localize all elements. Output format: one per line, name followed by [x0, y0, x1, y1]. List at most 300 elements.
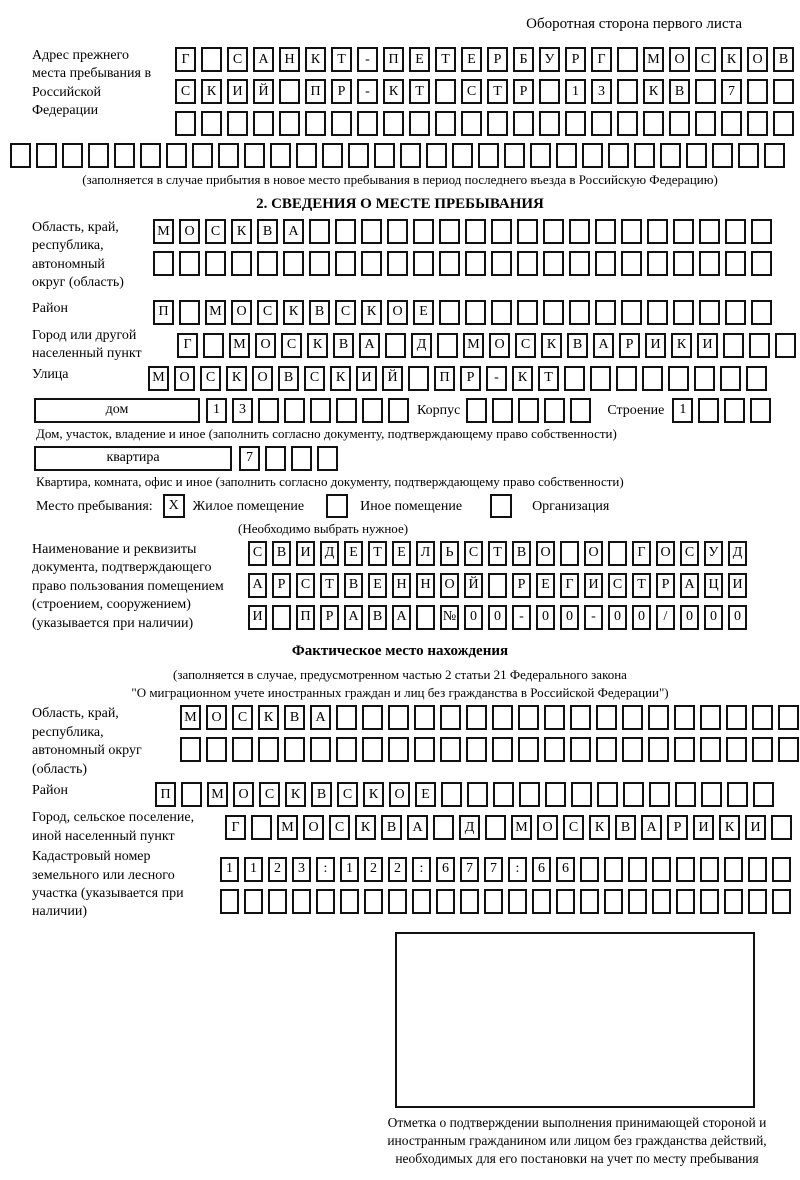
char-cell[interactable]: Р	[487, 47, 508, 72]
char-cell[interactable]: 2	[364, 857, 383, 882]
char-cell[interactable]: К	[355, 815, 376, 840]
char-cell[interactable]: Т	[487, 79, 508, 104]
char-cell[interactable]	[518, 737, 539, 762]
char-cell[interactable]	[265, 446, 286, 471]
char-cell[interactable]: С	[680, 541, 699, 566]
char-cell[interactable]	[701, 782, 722, 807]
char-cell[interactable]: 1	[672, 398, 693, 423]
char-cell[interactable]: :	[412, 857, 431, 882]
char-cell[interactable]	[724, 857, 743, 882]
char-cell[interactable]	[673, 219, 694, 244]
char-cell[interactable]	[752, 705, 773, 730]
char-cell[interactable]	[426, 143, 447, 168]
char-cell[interactable]: С	[200, 366, 221, 391]
char-cell[interactable]: П	[153, 300, 174, 325]
char-cell[interactable]	[309, 251, 330, 276]
char-cell[interactable]: С	[608, 573, 627, 598]
char-cell[interactable]	[764, 143, 785, 168]
char-cell[interactable]	[642, 366, 663, 391]
char-cell[interactable]: В	[669, 79, 690, 104]
char-cell[interactable]: А	[253, 47, 274, 72]
char-cell[interactable]	[488, 573, 507, 598]
char-cell[interactable]	[504, 143, 525, 168]
char-cell[interactable]: К	[258, 705, 279, 730]
char-cell[interactable]: 0	[680, 605, 699, 630]
char-cell[interactable]	[712, 143, 733, 168]
char-cell[interactable]	[616, 366, 637, 391]
char-cell[interactable]: 7	[484, 857, 503, 882]
char-cell[interactable]	[543, 219, 564, 244]
char-cell[interactable]: А	[359, 333, 380, 358]
char-cell[interactable]: Т	[538, 366, 559, 391]
char-cell[interactable]	[362, 705, 383, 730]
char-cell[interactable]: 1	[244, 857, 263, 882]
char-cell[interactable]	[361, 251, 382, 276]
char-cell[interactable]: С	[232, 705, 253, 730]
char-cell[interactable]: Т	[320, 573, 339, 598]
char-cell[interactable]: Т	[331, 47, 352, 72]
char-cell[interactable]: О	[174, 366, 195, 391]
char-cell[interactable]: Р	[460, 366, 481, 391]
char-cell[interactable]	[331, 111, 352, 136]
char-cell[interactable]	[335, 251, 356, 276]
char-cell[interactable]	[724, 889, 743, 914]
char-cell[interactable]: М	[205, 300, 226, 325]
char-cell[interactable]	[385, 333, 406, 358]
char-cell[interactable]: Е	[413, 300, 434, 325]
char-cell[interactable]: М	[643, 47, 664, 72]
char-cell[interactable]	[517, 300, 538, 325]
char-cell[interactable]	[201, 111, 222, 136]
char-cell[interactable]	[292, 889, 311, 914]
char-cell[interactable]	[674, 705, 695, 730]
char-cell[interactable]: Й	[382, 366, 403, 391]
char-cell[interactable]	[725, 219, 746, 244]
char-cell[interactable]	[175, 111, 196, 136]
char-cell[interactable]: №	[440, 605, 459, 630]
char-cell[interactable]: И	[356, 366, 377, 391]
char-cell[interactable]: В	[272, 541, 291, 566]
char-cell[interactable]	[595, 219, 616, 244]
char-cell[interactable]: Н	[279, 47, 300, 72]
char-cell[interactable]	[466, 737, 487, 762]
char-cell[interactable]: В	[284, 705, 305, 730]
char-cell[interactable]: О	[537, 815, 558, 840]
char-cell[interactable]	[517, 251, 538, 276]
char-cell[interactable]	[544, 398, 565, 423]
char-cell[interactable]	[519, 782, 540, 807]
char-cell[interactable]	[628, 889, 647, 914]
char-cell[interactable]: В	[333, 333, 354, 358]
char-cell[interactable]	[676, 889, 695, 914]
char-cell[interactable]: 1	[565, 79, 586, 104]
char-cell[interactable]	[436, 889, 455, 914]
char-cell[interactable]	[748, 889, 767, 914]
char-cell[interactable]: С	[259, 782, 280, 807]
char-cell[interactable]	[596, 705, 617, 730]
char-cell[interactable]	[570, 398, 591, 423]
char-cell[interactable]: И	[584, 573, 603, 598]
char-cell[interactable]: С	[205, 219, 226, 244]
char-cell[interactable]	[580, 857, 599, 882]
char-cell[interactable]	[580, 889, 599, 914]
char-cell[interactable]	[388, 398, 409, 423]
char-cell[interactable]	[279, 111, 300, 136]
char-cell[interactable]	[622, 705, 643, 730]
char-cell[interactable]	[617, 111, 638, 136]
char-cell[interactable]: Д	[728, 541, 747, 566]
char-cell[interactable]	[778, 737, 799, 762]
char-cell[interactable]: -	[584, 605, 603, 630]
char-cell[interactable]: 0	[632, 605, 651, 630]
char-cell[interactable]: М	[207, 782, 228, 807]
char-cell[interactable]	[772, 889, 791, 914]
char-cell[interactable]: С	[304, 366, 325, 391]
char-cell[interactable]	[362, 398, 383, 423]
char-cell[interactable]	[571, 782, 592, 807]
char-cell[interactable]: Н	[416, 573, 435, 598]
char-cell[interactable]	[508, 889, 527, 914]
checkbox-other-premises[interactable]	[326, 494, 348, 518]
char-cell[interactable]: С	[464, 541, 483, 566]
char-cell[interactable]	[738, 143, 759, 168]
char-cell[interactable]	[205, 251, 226, 276]
char-cell[interactable]	[258, 737, 279, 762]
char-cell[interactable]: П	[305, 79, 326, 104]
char-cell[interactable]: О	[303, 815, 324, 840]
char-cell[interactable]	[388, 737, 409, 762]
char-cell[interactable]: Д	[320, 541, 339, 566]
char-cell[interactable]	[570, 737, 591, 762]
char-cell[interactable]: Г	[175, 47, 196, 72]
char-cell[interactable]	[517, 219, 538, 244]
char-cell[interactable]	[461, 111, 482, 136]
char-cell[interactable]	[270, 143, 291, 168]
char-cell[interactable]: Р	[656, 573, 675, 598]
char-cell[interactable]: 0	[728, 605, 747, 630]
char-cell[interactable]	[676, 857, 695, 882]
char-cell[interactable]: И	[728, 573, 747, 598]
char-cell[interactable]	[582, 143, 603, 168]
char-cell[interactable]: -	[512, 605, 531, 630]
char-cell[interactable]	[565, 111, 586, 136]
char-cell[interactable]	[643, 111, 664, 136]
char-cell[interactable]	[374, 143, 395, 168]
char-cell[interactable]	[491, 219, 512, 244]
char-cell[interactable]	[491, 300, 512, 325]
char-cell[interactable]: 3	[591, 79, 612, 104]
char-cell[interactable]: Б	[513, 47, 534, 72]
char-cell[interactable]	[699, 219, 720, 244]
char-cell[interactable]: Р	[320, 605, 339, 630]
char-cell[interactable]	[608, 541, 627, 566]
char-cell[interactable]	[595, 300, 616, 325]
char-cell[interactable]	[492, 737, 513, 762]
char-cell[interactable]	[699, 251, 720, 276]
char-cell[interactable]	[673, 300, 694, 325]
char-cell[interactable]: -	[486, 366, 507, 391]
char-cell[interactable]	[257, 251, 278, 276]
char-cell[interactable]: О	[536, 541, 555, 566]
char-cell[interactable]	[532, 889, 551, 914]
char-cell[interactable]: Т	[368, 541, 387, 566]
char-cell[interactable]: 1	[206, 398, 227, 423]
char-cell[interactable]	[752, 737, 773, 762]
char-cell[interactable]	[466, 705, 487, 730]
char-cell[interactable]	[491, 251, 512, 276]
char-cell[interactable]	[440, 705, 461, 730]
char-cell[interactable]: О	[389, 782, 410, 807]
char-cell[interactable]	[206, 737, 227, 762]
char-cell[interactable]: 6	[556, 857, 575, 882]
char-cell[interactable]: С	[257, 300, 278, 325]
char-cell[interactable]: А	[680, 573, 699, 598]
char-cell[interactable]: Л	[416, 541, 435, 566]
char-cell[interactable]: М	[148, 366, 169, 391]
char-cell[interactable]: К	[643, 79, 664, 104]
char-cell[interactable]	[749, 333, 770, 358]
char-cell[interactable]	[251, 815, 272, 840]
char-cell[interactable]	[357, 111, 378, 136]
char-cell[interactable]: 0	[608, 605, 627, 630]
char-cell[interactable]: -	[357, 47, 378, 72]
char-cell[interactable]: Р	[512, 573, 531, 598]
char-cell[interactable]	[413, 251, 434, 276]
char-cell[interactable]	[628, 857, 647, 882]
char-cell[interactable]	[725, 251, 746, 276]
char-cell[interactable]	[244, 143, 265, 168]
char-cell[interactable]	[284, 737, 305, 762]
char-cell[interactable]	[218, 143, 239, 168]
char-cell[interactable]: К	[201, 79, 222, 104]
char-cell[interactable]	[340, 889, 359, 914]
char-cell[interactable]	[560, 541, 579, 566]
char-cell[interactable]	[778, 705, 799, 730]
char-cell[interactable]: О	[206, 705, 227, 730]
char-cell[interactable]	[492, 705, 513, 730]
char-cell[interactable]	[608, 143, 629, 168]
char-cell[interactable]	[695, 111, 716, 136]
char-cell[interactable]	[387, 251, 408, 276]
char-cell[interactable]	[751, 300, 772, 325]
char-cell[interactable]: А	[344, 605, 363, 630]
char-cell[interactable]: О	[747, 47, 768, 72]
char-cell[interactable]	[336, 398, 357, 423]
char-cell[interactable]	[414, 737, 435, 762]
char-cell[interactable]	[700, 705, 721, 730]
char-cell[interactable]	[439, 251, 460, 276]
char-cell[interactable]: А	[593, 333, 614, 358]
char-cell[interactable]: Д	[411, 333, 432, 358]
char-cell[interactable]: М	[277, 815, 298, 840]
char-cell[interactable]	[660, 143, 681, 168]
char-cell[interactable]	[439, 300, 460, 325]
char-cell[interactable]	[518, 398, 539, 423]
char-cell[interactable]: А	[283, 219, 304, 244]
char-cell[interactable]	[748, 857, 767, 882]
char-cell[interactable]	[720, 366, 741, 391]
char-cell[interactable]	[647, 219, 668, 244]
char-cell[interactable]: К	[231, 219, 252, 244]
char-cell[interactable]	[569, 251, 590, 276]
char-cell[interactable]	[435, 111, 456, 136]
char-cell[interactable]: М	[180, 705, 201, 730]
char-cell[interactable]	[621, 300, 642, 325]
char-cell[interactable]	[467, 782, 488, 807]
char-cell[interactable]	[621, 219, 642, 244]
char-cell[interactable]	[383, 111, 404, 136]
char-cell[interactable]: И	[745, 815, 766, 840]
char-cell[interactable]	[513, 111, 534, 136]
char-cell[interactable]	[336, 737, 357, 762]
char-cell[interactable]	[647, 251, 668, 276]
char-cell[interactable]: М	[229, 333, 250, 358]
char-cell[interactable]	[414, 705, 435, 730]
char-cell[interactable]	[753, 782, 774, 807]
char-cell[interactable]: 7	[721, 79, 742, 104]
char-cell[interactable]	[460, 889, 479, 914]
char-cell[interactable]: 6	[532, 857, 551, 882]
char-cell[interactable]	[775, 333, 796, 358]
char-cell[interactable]: О	[255, 333, 276, 358]
char-cell[interactable]: К	[719, 815, 740, 840]
char-cell[interactable]	[698, 398, 719, 423]
char-cell[interactable]	[10, 143, 31, 168]
char-cell[interactable]	[723, 333, 744, 358]
char-cell[interactable]	[88, 143, 109, 168]
char-cell[interactable]	[634, 143, 655, 168]
char-cell[interactable]	[465, 300, 486, 325]
char-cell[interactable]	[570, 705, 591, 730]
char-cell[interactable]	[569, 219, 590, 244]
checkbox-organization[interactable]	[490, 494, 512, 518]
char-cell[interactable]: П	[155, 782, 176, 807]
char-cell[interactable]: И	[248, 605, 267, 630]
char-cell[interactable]	[322, 143, 343, 168]
char-cell[interactable]: О	[584, 541, 603, 566]
char-cell[interactable]	[279, 79, 300, 104]
char-cell[interactable]: И	[227, 79, 248, 104]
char-cell[interactable]: И	[296, 541, 315, 566]
char-cell[interactable]	[621, 251, 642, 276]
char-cell[interactable]: В	[773, 47, 794, 72]
char-cell[interactable]	[545, 782, 566, 807]
char-cell[interactable]: С	[515, 333, 536, 358]
char-cell[interactable]	[604, 857, 623, 882]
char-cell[interactable]	[181, 782, 202, 807]
char-cell[interactable]	[597, 782, 618, 807]
char-cell[interactable]	[296, 143, 317, 168]
char-cell[interactable]: Т	[435, 47, 456, 72]
char-cell[interactable]	[591, 111, 612, 136]
char-cell[interactable]	[416, 605, 435, 630]
char-cell[interactable]	[258, 398, 279, 423]
char-cell[interactable]	[772, 857, 791, 882]
char-cell[interactable]: Ц	[704, 573, 723, 598]
char-cell[interactable]	[518, 705, 539, 730]
char-cell[interactable]	[590, 366, 611, 391]
char-cell[interactable]	[437, 333, 458, 358]
char-cell[interactable]: М	[153, 219, 174, 244]
char-cell[interactable]	[465, 251, 486, 276]
char-cell[interactable]	[751, 251, 772, 276]
char-cell[interactable]: К	[361, 300, 382, 325]
char-cell[interactable]	[36, 143, 57, 168]
char-cell[interactable]	[700, 737, 721, 762]
char-cell[interactable]	[244, 889, 263, 914]
char-cell[interactable]: С	[461, 79, 482, 104]
char-cell[interactable]: :	[508, 857, 527, 882]
char-cell[interactable]: А	[641, 815, 662, 840]
char-cell[interactable]: М	[511, 815, 532, 840]
char-cell[interactable]	[673, 251, 694, 276]
char-cell[interactable]	[284, 398, 305, 423]
char-cell[interactable]	[387, 219, 408, 244]
char-cell[interactable]	[652, 857, 671, 882]
char-cell[interactable]: Ь	[440, 541, 459, 566]
char-cell[interactable]: О	[669, 47, 690, 72]
char-cell[interactable]	[283, 251, 304, 276]
char-cell[interactable]: С	[248, 541, 267, 566]
char-cell[interactable]: У	[704, 541, 723, 566]
char-cell[interactable]	[493, 782, 514, 807]
char-cell[interactable]	[310, 737, 331, 762]
char-cell[interactable]	[622, 737, 643, 762]
apartment-box[interactable]: квартира	[34, 446, 232, 471]
char-cell[interactable]: Е	[415, 782, 436, 807]
char-cell[interactable]: К	[283, 300, 304, 325]
char-cell[interactable]: О	[233, 782, 254, 807]
char-cell[interactable]	[305, 111, 326, 136]
char-cell[interactable]	[564, 366, 585, 391]
char-cell[interactable]	[674, 737, 695, 762]
char-cell[interactable]	[647, 300, 668, 325]
char-cell[interactable]: :	[316, 857, 335, 882]
char-cell[interactable]	[153, 251, 174, 276]
char-cell[interactable]	[227, 111, 248, 136]
char-cell[interactable]: П	[296, 605, 315, 630]
char-cell[interactable]	[771, 815, 792, 840]
char-cell[interactable]	[539, 79, 560, 104]
char-cell[interactable]: А	[310, 705, 331, 730]
char-cell[interactable]	[669, 111, 690, 136]
char-cell[interactable]: Г	[632, 541, 651, 566]
char-cell[interactable]	[253, 111, 274, 136]
char-cell[interactable]: 3	[232, 398, 253, 423]
char-cell[interactable]: 0	[536, 605, 555, 630]
char-cell[interactable]: П	[434, 366, 455, 391]
char-cell[interactable]: О	[179, 219, 200, 244]
char-cell[interactable]: С	[227, 47, 248, 72]
char-cell[interactable]: К	[307, 333, 328, 358]
char-cell[interactable]: 0	[704, 605, 723, 630]
char-cell[interactable]	[724, 398, 745, 423]
char-cell[interactable]: С	[281, 333, 302, 358]
char-cell[interactable]	[220, 889, 239, 914]
char-cell[interactable]: 3	[292, 857, 311, 882]
char-cell[interactable]: А	[392, 605, 411, 630]
char-cell[interactable]	[433, 815, 454, 840]
char-cell[interactable]	[478, 143, 499, 168]
char-cell[interactable]	[348, 143, 369, 168]
char-cell[interactable]	[726, 737, 747, 762]
char-cell[interactable]	[695, 79, 716, 104]
char-cell[interactable]: 6	[436, 857, 455, 882]
char-cell[interactable]: У	[539, 47, 560, 72]
char-cell[interactable]: К	[541, 333, 562, 358]
char-cell[interactable]: В	[615, 815, 636, 840]
char-cell[interactable]	[412, 889, 431, 914]
